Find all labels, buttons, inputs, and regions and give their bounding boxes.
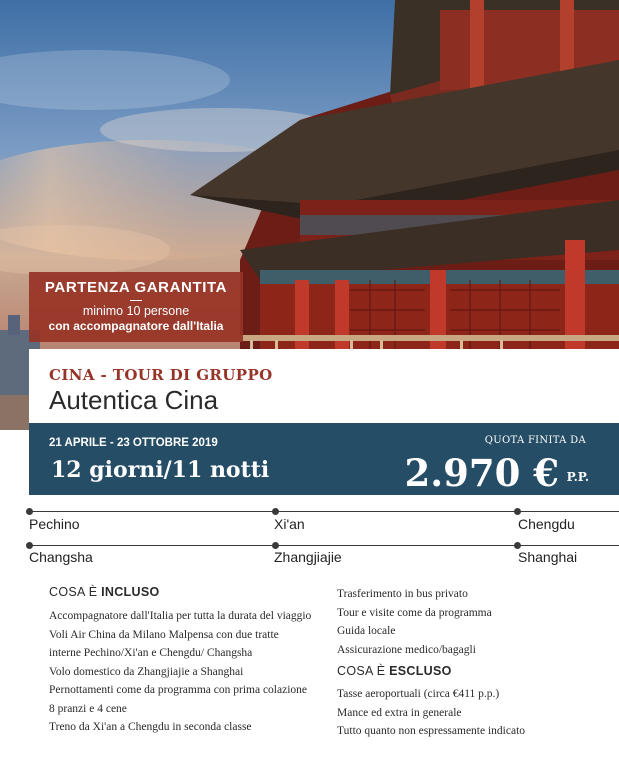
price-value: 2.970 € <box>404 451 559 495</box>
city-shanghai: Shanghai <box>518 549 578 565</box>
excluded-heading-prefix: COSA È <box>337 664 390 678</box>
included-list <box>49 607 311 737</box>
route-dot <box>272 508 279 515</box>
list-item: Assicurazione medico/bagagli <box>337 643 476 656</box>
list-item: Mance ed extra in generale <box>337 706 462 719</box>
list-item: Trasferimento in bus privato <box>337 588 468 600</box>
tour-title: Autentica Cina <box>49 385 219 415</box>
badge-accompanist: con accompagnatore dall'Italia <box>48 319 224 333</box>
badge-title: PARTENZA GARANTITA <box>44 279 228 296</box>
route-dot <box>26 508 33 515</box>
price-label: QUOTA FINITA DA <box>484 435 586 446</box>
excluded-heading-strong: ESCLUSO <box>389 664 452 678</box>
list-item: Accompagnatore dall'Italia per tutta la durata del viaggio <box>49 610 312 622</box>
list-item: Treno da Xi'an a Chengdu in seconda classe <box>49 721 252 733</box>
price-band <box>29 423 619 495</box>
badge-min-persons: minimo 10 persone <box>82 304 190 318</box>
list-item: Tutto quanto non espressamente indicato <box>337 725 526 737</box>
badge-divider <box>130 300 142 301</box>
list-item: Pernottamenti come da programma con prima colazione <box>49 684 308 696</box>
list-item: Volo domestico da Zhangjiajie a Shanghai <box>49 665 244 678</box>
included-list-right <box>337 585 492 659</box>
included-heading <box>49 585 159 599</box>
city-pechino: Pechino <box>29 516 80 532</box>
list-item: 8 pranzi e 4 cene <box>49 702 127 715</box>
tour-subtitle: CINA - TOUR DI GRUPPO <box>49 366 273 384</box>
route-dot <box>272 542 279 549</box>
partenza-garantita-badge <box>29 272 243 342</box>
price-unit: P.P. <box>566 470 589 484</box>
route-line-1 <box>29 511 619 512</box>
route-dot <box>514 542 521 549</box>
city-zhangjiajie: Zhangjiajie <box>274 549 342 565</box>
route-dot <box>514 508 521 515</box>
list-item: Tour e visite come da programma <box>337 606 492 619</box>
city-xian: Xi'an <box>274 516 305 532</box>
list-item: interne Pechino/Xi'an e Chengdu/ Changsha <box>49 647 253 659</box>
list-item: Voli Air China da Milano Malpensa con due tratte <box>49 628 279 641</box>
excluded-list <box>337 685 525 741</box>
list-item: Tasse aeroportuali (circa €411 p.p.) <box>337 688 500 700</box>
excluded-heading <box>337 664 452 678</box>
included-heading-prefix: COSA È <box>49 585 102 599</box>
route-line-2 <box>29 545 619 546</box>
included-heading-strong: INCLUSO <box>101 585 160 599</box>
trip-duration: 12 giorni/11 notti <box>51 457 270 483</box>
title-card <box>29 349 619 423</box>
route-dot <box>26 542 33 549</box>
city-chengdu: Chengdu <box>518 516 575 532</box>
city-changsha: Changsha <box>29 549 93 565</box>
list-item: Guida locale <box>337 625 396 637</box>
travel-dates: 21 APRILE - 23 OTTOBRE 2019 <box>49 437 218 449</box>
